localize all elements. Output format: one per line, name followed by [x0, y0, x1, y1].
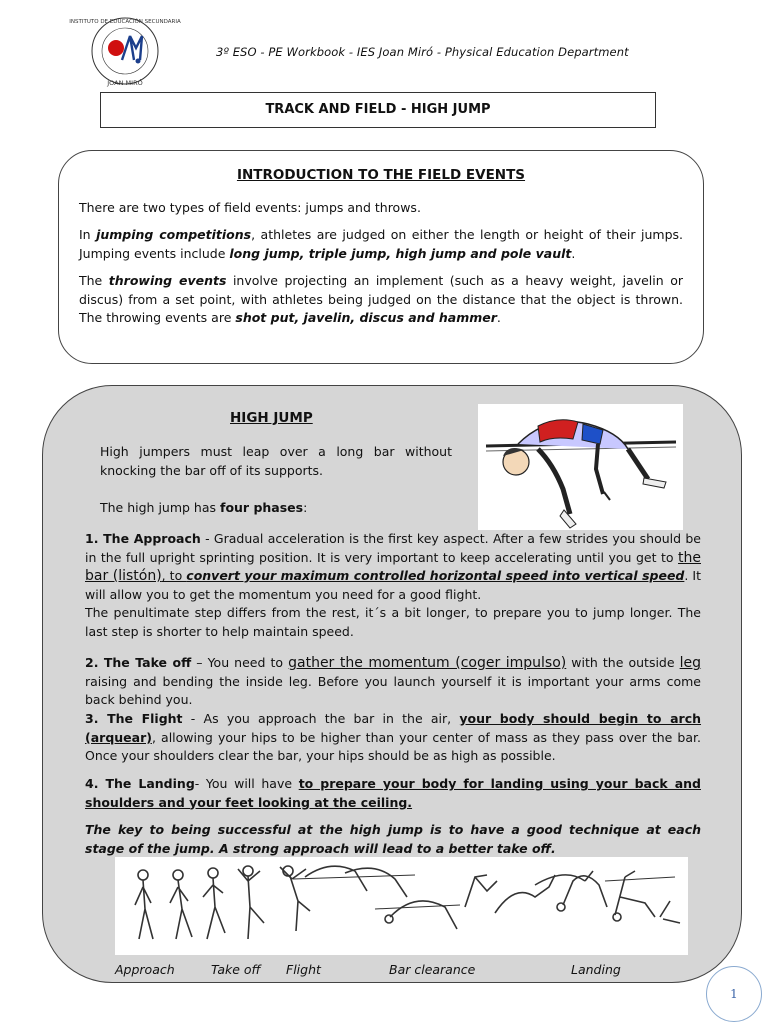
high-jump-lead: High jumpers must leap over a long bar without knocking the bar off of its supports.	[100, 444, 452, 478]
high-jumper-illustration	[478, 404, 683, 530]
logo-text-bottom: JOAN MIRÓ	[107, 79, 143, 87]
key-statement: The key to being successful at the high jump is to have a good technique at each stage of the jump. A strong approach will lead to a better take off.	[85, 822, 701, 856]
intro-paragraph-1: There are two types of field events: jumps and throws.	[79, 200, 421, 215]
phase-take-off: 2. The Take off – You need to gather the momentum (coger impulso) with the outside leg raising and bending the inside leg. Before you launch yourself it is important your arms come back behind you.	[85, 655, 702, 707]
logo-text-top: INSTITUTO DE EDUCACIÓN SECUNDARIA	[69, 19, 181, 25]
header-line: 3º ESO - PE Workbook - IES Joan Miró - Physical Education Department	[216, 45, 629, 59]
phase-flight: 3. The Flight - As you approach the bar in the air, your body should begin to arch (arquear), allowing your hips to be higher than your center of mass as they pass over the bar. Once your shoulders clear the bar, your hips should be as high as possible.	[85, 711, 702, 763]
page-number: 1	[706, 966, 762, 1022]
intro-paragraph-2: In jumping competitions, athletes are judged on either the length or height of their jumps. Jumping events include long jump, triple jump, high jump and pole vault.	[79, 227, 683, 261]
jump-sequence-illustration	[115, 857, 688, 955]
intro-heading: INTRODUCTION TO THE FIELD EVENTS	[236, 167, 526, 183]
page-title: TRACK AND FIELD - HIGH JUMP	[100, 92, 656, 128]
caption-take-off: Take off	[211, 962, 261, 977]
phase-approach: 1. The Approach - Gradual acceleration is the first key aspect. After a few strides you should be in the full upright sprinting position. It is very important to keep accelerating until you get to the bar (listón), to convert your maximum controlled horizontal speed into vertical speed. It will allow you to get the momentum you need for a good flight. The penultimate step differs from the rest, it´s a bit longer, to prepare you to jump longer. The last step is shorter to help maintain speed.	[85, 531, 701, 639]
intro-box	[58, 150, 704, 364]
high-jump-heading: HIGH JUMP	[230, 410, 313, 426]
caption-approach: Approach	[115, 962, 175, 977]
phase-landing: 4. The Landing- You will have to prepare your body for landing using your back and shoulders and your feet looking at the ceiling.	[85, 776, 701, 810]
caption-flight: Flight	[286, 962, 321, 977]
school-logo	[69, 14, 181, 88]
caption-landing: Landing	[571, 962, 621, 977]
intro-paragraph-3: The throwing events involve projecting an implement (such as a heavy weight, javelin or discus) from a set point, with athletes being judged on the distance that the object is thrown. The throwing events are shot put, javelin, discus and hammer.	[79, 273, 683, 325]
caption-bar-clearance: Bar clearance	[389, 962, 476, 977]
sequence-drawing	[115, 857, 688, 955]
jumper-drawing	[478, 404, 683, 530]
four-phases-line: The high jump has four phases:	[100, 500, 308, 515]
